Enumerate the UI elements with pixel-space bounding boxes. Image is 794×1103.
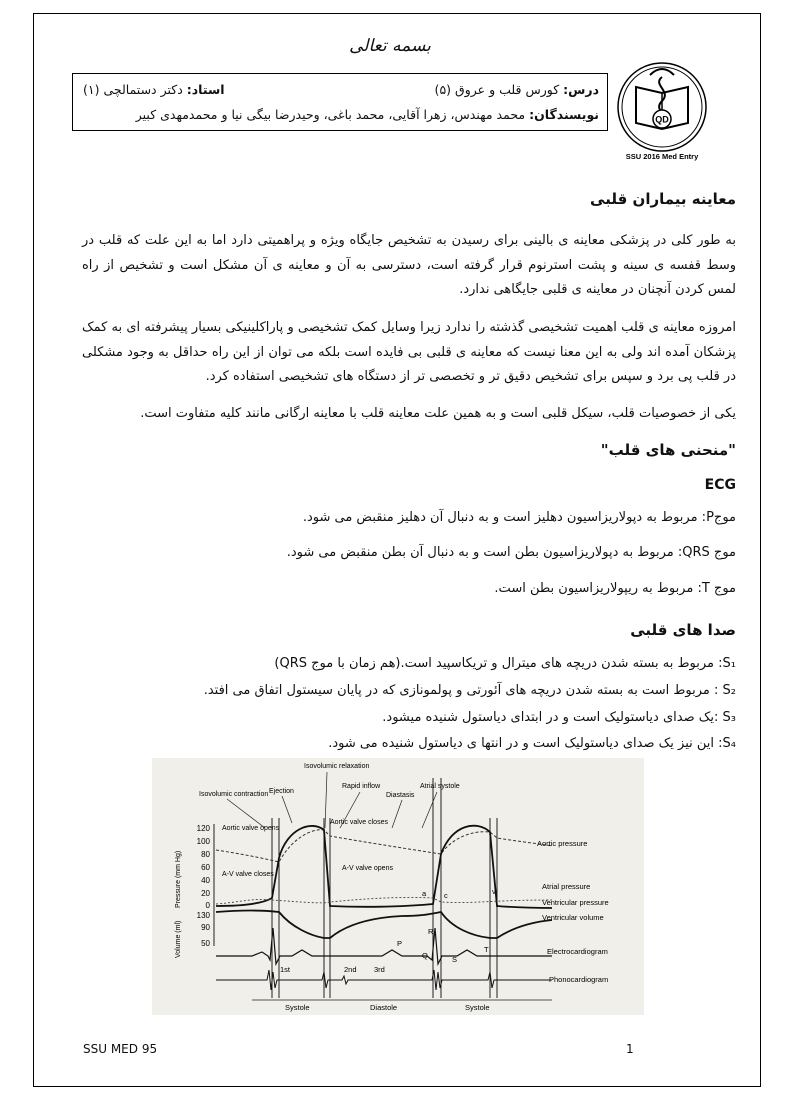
authors-row: [81, 107, 599, 123]
label-isovolumic-relaxation: Isovolumic relaxation: [304, 763, 370, 770]
sound-s4-text: S₄: این نیز یک صدای دیاستولیک است و در انتها ی دیاستول شنیده می شود.: [328, 736, 736, 751]
phase-label-diastole: Diastole: [370, 1003, 398, 1012]
sound-s3-text: S₃ :یک صدای دیاستولیک است و در ابتدای دیاستول شنیده میشود.: [382, 710, 736, 725]
label-aortic-pressure: Aortic pressure: [537, 839, 588, 848]
label-av-valve-opens: A-V valve opens: [342, 865, 393, 872]
label-ventricular-volume: Ventricular volume: [542, 913, 604, 922]
pressure-tick-80: 80: [201, 850, 210, 859]
course-label: درس:: [563, 82, 599, 97]
wave-p-text: موجP: مربوط به دپولاریزاسیون دهلیز است و به دنبال آن دهلیز منقبض می شود.: [302, 510, 736, 525]
logo-text: SSU 2016 Med Entry: [625, 152, 699, 161]
authors-label: نویسندگان:: [529, 107, 599, 122]
phase-label-systole-1: Systole: [285, 1003, 310, 1012]
pressure-tick-120: 120: [196, 824, 210, 833]
teacher-label: استاد:: [186, 82, 225, 97]
pressure-tick-0: 0: [205, 901, 210, 910]
sound-s2-text: S₂ : مربوط است به بسته شدن دریچه های آئورتی و پولمونازی که در پایان سیستول اتفاق می افتد.: [203, 683, 736, 698]
course-name: کورس قلب و عروق (۵): [434, 82, 560, 97]
volume-axis-label: Volume (ml): [175, 920, 182, 958]
paragraph-3: یکی از خصوصیات قلب، سیکل قلبی است و به همین علت معاینه قلب با معاینه ارگانی مانند کلیه متفاوت است.: [140, 406, 736, 421]
authors-names: محمد مهندس، زهرا آقایی، محمد باغی، وحیدرضا بیگی نیا و محمدمهدی کبیر: [135, 107, 526, 122]
label-electrocardiogram: Electrocardiogram: [547, 947, 608, 956]
label-rapid-inflow: Rapid inflow: [342, 783, 381, 790]
sound-label-1st: 1st: [280, 965, 291, 974]
label-phonocardiogram: Phonocardiogram: [549, 975, 609, 984]
section-title-heart-sounds: صدا های قلبی: [630, 621, 736, 639]
label-ventricular-pressure: Ventricular pressure: [542, 898, 609, 907]
label-atrial-systole: Atrial systole: [420, 783, 460, 790]
volume-tick-90: 90: [201, 923, 210, 932]
page-number: 1: [626, 1042, 634, 1056]
label-aortic-valve-closes: Aortic valve closes: [330, 819, 388, 826]
wave-letter-v: v: [492, 887, 496, 896]
wave-letter-c: c: [444, 891, 448, 900]
pressure-tick-40: 40: [201, 876, 210, 885]
wave-letter-a: a: [422, 889, 427, 898]
volume-tick-50: 50: [201, 939, 210, 948]
label-aortic-valve-opens: Aortic valve opens: [222, 825, 280, 832]
volume-tick-130: 130: [196, 911, 210, 920]
section-title-curves: "منحنی های قلب": [600, 441, 736, 459]
pressure-tick-100: 100: [196, 837, 210, 846]
wave-qrs-text: موج QRS: مربوط به دپولاریزاسیون بطن است و به دنبال آن بطن منقبض می شود.: [286, 545, 736, 560]
header-box: [72, 73, 608, 131]
svg-text:QD: QD: [655, 114, 669, 125]
wave-letter-q: Q: [422, 951, 428, 960]
pressure-tick-60: 60: [201, 863, 210, 872]
label-ejection: Ejection: [269, 788, 294, 795]
ecg-heading: ECG: [704, 477, 736, 493]
wiggers-diagram: [152, 758, 644, 1015]
wave-letter-r: R: [428, 927, 434, 936]
wave-t-text: موج T: مربوط به ریپولاریزاسیون بطن است.: [494, 581, 736, 596]
pressure-tick-20: 20: [201, 889, 210, 898]
paragraph-1: به طور کلی در پزشکی معاینه ی بالینی برای رسیدن به تشخیص جایگاه ویژه و پراهمیتی دارد اما به این علت که قلب در وسط قفسه ی سینه و پشت استرنوم قرار گرفته است، دسترسی به آن و معاینه ی آن مشکل است و تشخیص از راه لمس کردن آنچنان در معاینه ی قلبی جایگاهی ندارد.: [82, 233, 736, 297]
footer-label: SSU MED 95: [83, 1042, 158, 1056]
wave-letter-s: S: [452, 955, 458, 964]
wave-letter-p: P: [397, 939, 403, 948]
sound-label-2nd: 2nd: [344, 965, 357, 974]
basmala: بسمه تعالی: [349, 36, 431, 56]
paragraph-2: امروزه معاینه ی قلب اهمیت تشخیصی گذشته را ندارد زیرا وسایل کمک تشخیصی و پاراکلینیکی بسیار پیشرفته ای به کمک پزشکان آمده اند ولی به این معنا نیست که معاینه ی قلبی بی فایده است بلکه می توان از این راه حداقل به وجود مشکلی در قلب پی برد و سپس برای تشخیص دقیق تر و تخصصی تر از دستگاه های تشخیصی استفاده کرد.: [82, 320, 736, 384]
label-isovolumic-contraction: Isovolumic contraction: [199, 791, 269, 798]
phase-label-systole-2: Systole: [465, 1003, 490, 1012]
wiggers-diagram-svg: [152, 758, 644, 1015]
sound-s1-text: S₁: مربوط به بسته شدن دریچه های میترال و تریکاسپید است.(هم زمان با موج QRS): [274, 656, 736, 671]
pressure-axis-label: Pressure (mm Hg): [175, 850, 182, 908]
teacher-row: [83, 82, 225, 97]
university-logo: [614, 57, 710, 167]
wave-letter-t: T: [484, 945, 489, 954]
label-atrial-pressure: Atrial pressure: [542, 882, 591, 891]
label-diastasis: Diastasis: [386, 792, 415, 799]
sound-label-3rd: 3rd: [374, 965, 385, 974]
label-av-valve-closes: A-V valve closes: [222, 871, 274, 878]
teacher-name: دکتر دستمالچی (۱): [83, 82, 183, 97]
section-title-heart-exam: معاینه بیماران قلبی: [590, 190, 736, 208]
